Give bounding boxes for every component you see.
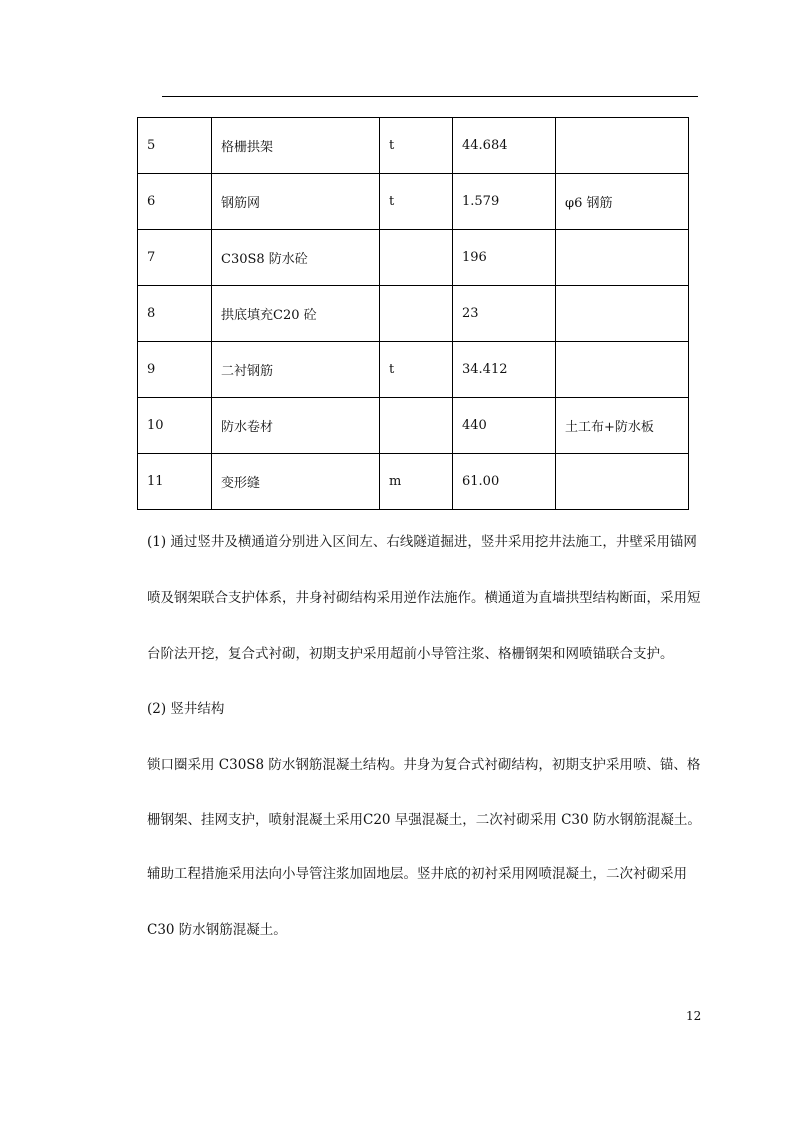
unit-cell [380,230,453,286]
quantity-table [137,117,689,510]
item-name-cell: 钢筋网 [212,174,380,230]
item-name-cell: 二衬钢筋 [212,342,380,398]
table-row [138,230,689,286]
unit-cell [380,286,453,342]
unit-cell: t [380,174,453,230]
row-number-cell: 11 [138,454,212,510]
quantity-cell: 1.579 [453,174,556,230]
quantity-cell: 34.412 [453,342,556,398]
remark-cell [556,230,689,286]
quantity-cell: 196 [453,230,556,286]
page-number: 12 [686,1009,702,1023]
unit-cell: m [380,454,453,510]
unit-cell: t [380,118,453,174]
paragraph-line: 台阶法开挖，复合式衬砌，初期支护采用超前小导管注浆、格栅钢架和网喷锚联合支护。 [147,646,674,662]
header-rule [162,96,698,97]
remark-cell [556,342,689,398]
unit-cell: t [380,342,453,398]
remark-cell: φ6 钢筋 [556,174,689,230]
section-heading: (2) 竖井结构 [147,701,225,717]
item-name-cell: C30S8 防水砼 [212,230,380,286]
row-number-cell: 5 [138,118,212,174]
item-name-cell: 拱底填充C20 砼 [212,286,380,342]
table-row [138,118,689,174]
remark-cell: 土工布+防水板 [556,398,689,454]
unit-cell [380,398,453,454]
paragraph-line: C30 防水钢筋混凝土。 [147,922,287,938]
row-number-cell: 6 [138,174,212,230]
item-name-cell: 变形缝 [212,454,380,510]
item-name-cell: 防水卷材 [212,398,380,454]
table-row [138,342,689,398]
row-number-cell: 9 [138,342,212,398]
quantity-cell: 61.00 [453,454,556,510]
quantity-cell: 23 [453,286,556,342]
table-row [138,398,689,454]
paragraph-line: 锁口圈采用 C30S8 防水钢筋混凝土结构。井身为复合式衬砌结构，初期支护采用喷、锚、格 [147,757,701,773]
row-number-cell: 10 [138,398,212,454]
quantity-cell: 440 [453,398,556,454]
item-name-cell: 格栅拱架 [212,118,380,174]
row-number-cell: 8 [138,286,212,342]
quantity-cell: 44.684 [453,118,556,174]
remark-cell [556,118,689,174]
table-row [138,286,689,342]
paragraph-line: 喷及钢架联合支护体系，井身衬砌结构采用逆作法施作。横通道为直墙拱型结构断面，采用短 [147,590,701,606]
row-number-cell: 7 [138,230,212,286]
paragraph-line: 辅助工程措施采用法向小导管注浆加固地层。竖井底的初衬采用网喷混凝土，二次衬砌采用 [147,866,687,882]
remark-cell [556,286,689,342]
table-row [138,454,689,510]
paragraph-line: (1) 通过竖井及横通道分别进入区间左、右线隧道掘进，竖井采用挖井法施工，井壁采用锚网 [147,534,697,550]
table-row [138,174,689,230]
paragraph-line: 栅钢架、挂网支护，喷射混凝土采用C20 早强混凝土，二次衬砌采用 C30 防水钢筋混凝土。 [147,812,701,828]
remark-cell [556,454,689,510]
